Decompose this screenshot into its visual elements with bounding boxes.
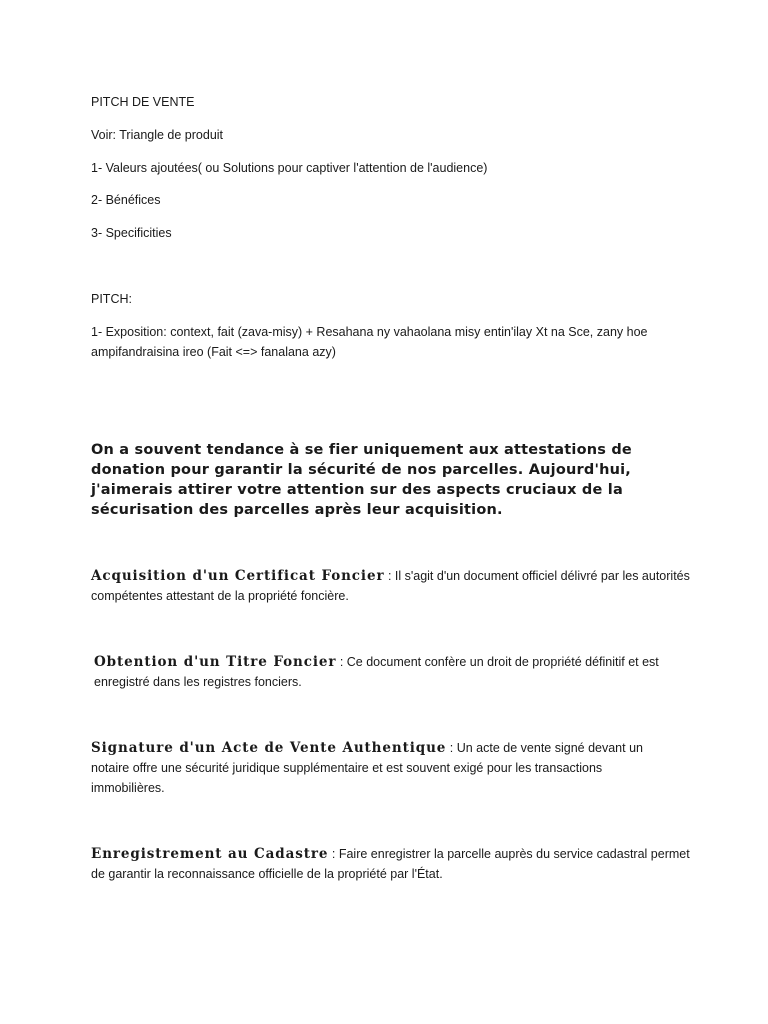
outline-item-2: 2- Bénéfices	[91, 193, 161, 207]
step-term: Signature d'un Acte de Vente Authentique	[91, 740, 447, 756]
outline-item-3: 3- Specificities	[91, 226, 172, 240]
step-term: Acquisition d'un Certificat Foncier	[91, 568, 385, 584]
step-acte-de-vente	[91, 738, 671, 798]
step-description: : Faire enregistrer la parcelle auprès du service cadastral permet de garantir la reconnaissance officielle de la propriété par l'État.	[91, 847, 690, 881]
step-term: Obtention d'un Titre Foncier	[94, 654, 337, 670]
step-titre-foncier	[94, 652, 694, 692]
intro-paragraph: On a souvent tendance à se fier uniquement aux attestations de donation pour garantir la sécurité de nos parcelles. Aujourd'hui, j'aimerais attirer votre attention sur des aspects cruciaux de la sécurisation des parcelles après leur acquisition.	[91, 442, 632, 518]
see-reference: Voir: Triangle de produit	[91, 128, 224, 142]
step-cadastre	[91, 844, 691, 884]
pitch-exposition: 1- Exposition: context, fait (zava-misy) + Resahana ny vahaolana misy entin'ilay Xt na Sce, zany hoe ampifandraisina ireo (Fait <=> fanalana azy)	[91, 325, 648, 359]
outline-item-1: 1- Valeurs ajoutées( ou Solutions pour captiver l'attention de l'audience)	[91, 161, 488, 175]
step-term: Enregistrement au Cadastre	[91, 846, 329, 862]
pitch-label: PITCH:	[91, 292, 132, 306]
step-description: : Il s'agit d'un document officiel délivré par les autorités compétentes attestant de la propriété foncière.	[91, 569, 690, 603]
document-title: PITCH DE VENTE	[91, 95, 195, 109]
step-description: : Ce document confère un droit de propriété définitif et est enregistré dans les registres fonciers.	[94, 655, 659, 689]
step-description: : Un acte de vente signé devant un notaire offre une sécurité juridique supplémentaire et est souvent exigé pour les transactions immobilières.	[91, 741, 643, 795]
step-certificat-foncier	[91, 566, 691, 606]
